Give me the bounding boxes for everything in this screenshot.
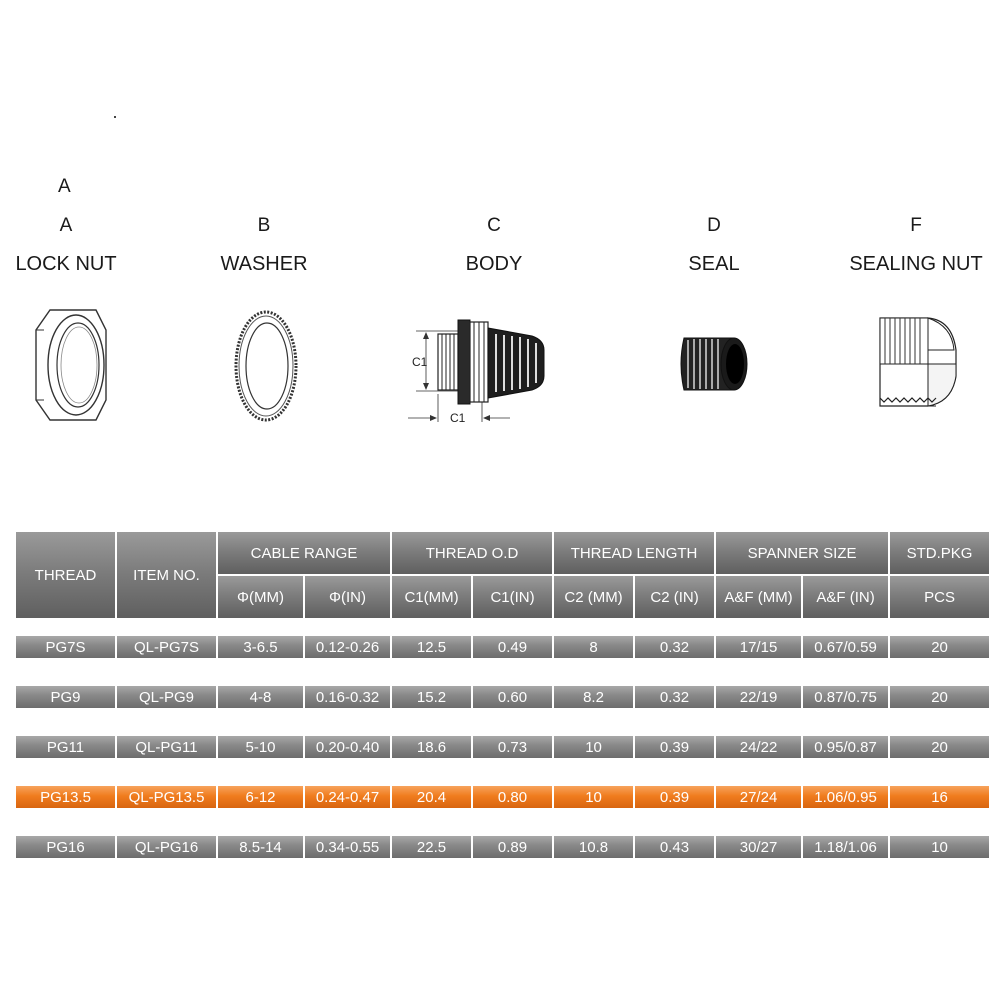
table-cell: PG16 bbox=[16, 836, 115, 858]
table-cell: 24/22 bbox=[716, 736, 801, 758]
part-letter: A bbox=[59, 215, 73, 236]
table-cell: QL-PG16 bbox=[117, 836, 216, 858]
table-row bbox=[16, 636, 989, 658]
table-cell: 1.06/0.95 bbox=[803, 786, 888, 808]
table-cell: 0.16-0.32 bbox=[305, 686, 390, 708]
table-cell: QL-PG7S bbox=[117, 636, 216, 658]
table-cell: 0.34-0.55 bbox=[305, 836, 390, 858]
header-thread: THREAD bbox=[16, 532, 115, 618]
lock-nut-drawing bbox=[28, 306, 108, 424]
top-letter: A bbox=[58, 176, 71, 197]
table-cell: QL-PG9 bbox=[117, 686, 216, 708]
table-row bbox=[16, 736, 989, 758]
subheader-cell: C1(IN) bbox=[473, 576, 552, 618]
table-cell: 27/24 bbox=[716, 786, 801, 808]
dimension-label-vertical: C1 bbox=[412, 355, 428, 369]
table-cell: 1.18/1.06 bbox=[803, 836, 888, 858]
table-cell: PG9 bbox=[16, 686, 115, 708]
table-cell: QL-PG11 bbox=[117, 736, 216, 758]
part-lock-nut bbox=[4, 212, 128, 276]
table-cell: 0.60 bbox=[473, 686, 552, 708]
table-row-highlighted bbox=[16, 786, 989, 808]
part-name: LOCK NUT bbox=[15, 253, 117, 275]
table-cell: 0.39 bbox=[635, 736, 714, 758]
table-cell: 6-12 bbox=[218, 786, 303, 808]
table-cell: PG7S bbox=[16, 636, 115, 658]
table-cell: 0.73 bbox=[473, 736, 552, 758]
table-cell: 0.95/0.87 bbox=[803, 736, 888, 758]
washer-drawing bbox=[226, 308, 306, 424]
header-thread-od: THREAD O.D bbox=[392, 532, 552, 574]
part-name: SEAL bbox=[688, 253, 740, 275]
table-cell: 0.39 bbox=[635, 786, 714, 808]
part-letter: C bbox=[487, 215, 501, 236]
table-cell: 10.8 bbox=[554, 836, 633, 858]
table-cell: 10 bbox=[890, 836, 989, 858]
body-drawing bbox=[404, 306, 556, 428]
header-std-pkg: STD.PKG bbox=[890, 532, 989, 574]
table-cell: 0.49 bbox=[473, 636, 552, 658]
table-cell: 10 bbox=[554, 786, 633, 808]
part-sealing-nut bbox=[836, 212, 996, 276]
table-cell: 5-10 bbox=[218, 736, 303, 758]
table-cell: 0.67/0.59 bbox=[803, 636, 888, 658]
header-item-no: ITEM NO. bbox=[117, 532, 216, 618]
table-cell: 0.87/0.75 bbox=[803, 686, 888, 708]
table-cell: 22.5 bbox=[392, 836, 471, 858]
table-cell: 0.80 bbox=[473, 786, 552, 808]
table-cell: 20.4 bbox=[392, 786, 471, 808]
table-cell: 0.89 bbox=[473, 836, 552, 858]
table-cell: 0.32 bbox=[635, 636, 714, 658]
table-cell: 0.43 bbox=[635, 836, 714, 858]
sealing-nut-drawing bbox=[876, 306, 960, 418]
subheader-cell: A&F (IN) bbox=[803, 576, 888, 618]
part-name: BODY bbox=[465, 253, 523, 275]
table-cell: 30/27 bbox=[716, 836, 801, 858]
table-row bbox=[16, 686, 989, 708]
part-name: SEALING NUT bbox=[849, 253, 983, 275]
subheader-cell: Φ(IN) bbox=[305, 576, 390, 618]
part-letter: F bbox=[910, 215, 922, 236]
dimension-label-horizontal: C1 bbox=[450, 411, 466, 425]
table-cell: 15.2 bbox=[392, 686, 471, 708]
table-cell: 0.12-0.26 bbox=[305, 636, 390, 658]
part-seal bbox=[654, 212, 774, 276]
seal-drawing bbox=[676, 332, 750, 396]
table-cell: 10 bbox=[554, 736, 633, 758]
spec-table bbox=[14, 532, 991, 858]
table-cell: 22/19 bbox=[716, 686, 801, 708]
table-cell: 8.2 bbox=[554, 686, 633, 708]
table-cell: 0.24-0.47 bbox=[305, 786, 390, 808]
table-cell: 18.6 bbox=[392, 736, 471, 758]
table-cell: 20 bbox=[890, 686, 989, 708]
subheader-cell: PCS bbox=[890, 576, 989, 618]
table-cell: 16 bbox=[890, 786, 989, 808]
table-cell: PG11 bbox=[16, 736, 115, 758]
part-name: WASHER bbox=[220, 253, 308, 275]
header-cable-range: CABLE RANGE bbox=[218, 532, 390, 574]
table-cell: PG13.5 bbox=[16, 786, 115, 808]
part-washer bbox=[204, 212, 324, 276]
table-cell: 12.5 bbox=[392, 636, 471, 658]
part-body bbox=[434, 212, 554, 276]
subheader-cell: Φ(MM) bbox=[218, 576, 303, 618]
table-cell: 0.20-0.40 bbox=[305, 736, 390, 758]
subheader-cell: C1(MM) bbox=[392, 576, 471, 618]
table-cell: 17/15 bbox=[716, 636, 801, 658]
subheader-cell: C2 (IN) bbox=[635, 576, 714, 618]
table-cell: 8.5-14 bbox=[218, 836, 303, 858]
table-cell: QL-PG13.5 bbox=[117, 786, 216, 808]
table-row bbox=[16, 836, 989, 858]
table-cell: 3-6.5 bbox=[218, 636, 303, 658]
stray-dot bbox=[114, 116, 116, 118]
table-cell: 20 bbox=[890, 636, 989, 658]
table-cell: 20 bbox=[890, 736, 989, 758]
subheader-cell: C2 (MM) bbox=[554, 576, 633, 618]
table-cell: 4-8 bbox=[218, 686, 303, 708]
header-spanner-size: SPANNER SIZE bbox=[716, 532, 888, 574]
subheader-cell: A&F (MM) bbox=[716, 576, 801, 618]
table-cell: 8 bbox=[554, 636, 633, 658]
part-letter: D bbox=[707, 215, 721, 236]
table-cell: 0.32 bbox=[635, 686, 714, 708]
header-thread-length: THREAD LENGTH bbox=[554, 532, 714, 574]
part-letter: B bbox=[257, 215, 271, 236]
